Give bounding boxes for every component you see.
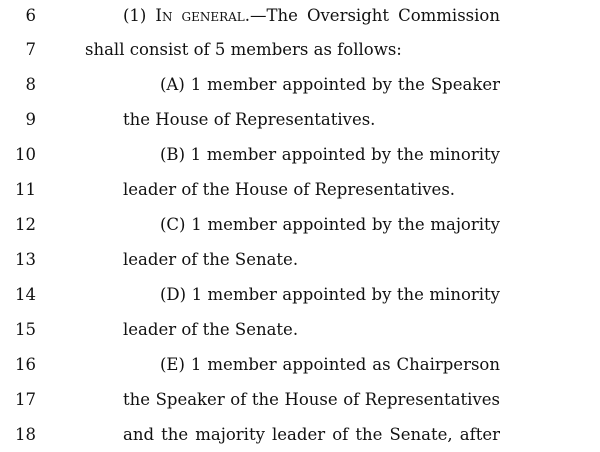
paragraph-heading: In general <box>155 6 245 25</box>
line-text: leader of the House of Representatives. <box>123 180 456 199</box>
line-number: 18 <box>15 425 36 444</box>
line-text: leader of the Senate. <box>123 320 299 339</box>
line-text: (D) 1 member appointed by the minority <box>160 285 500 304</box>
document-line <box>0 418 600 452</box>
line-text: shall consist of 5 members as follows: <box>85 40 402 59</box>
line-number: 13 <box>15 250 36 269</box>
line-text: leader of the Senate. <box>123 250 299 269</box>
line-text: (C) 1 member appointed by the majority <box>160 215 500 234</box>
document-line <box>0 103 600 137</box>
line-text <box>123 0 500 33</box>
line-text: (A) 1 member appointed by the Speaker <box>160 75 500 94</box>
document-line <box>0 0 600 33</box>
document-line <box>0 68 600 102</box>
document-line <box>0 383 600 417</box>
line-number: 14 <box>15 285 36 304</box>
line-text: (B) 1 member appointed by the minority <box>160 145 500 164</box>
document-line <box>0 138 600 172</box>
line-text: the House of Representatives. <box>123 110 376 129</box>
line-number: 11 <box>15 180 36 199</box>
paragraph-text: .—The Oversight Commission <box>244 6 500 25</box>
line-number: 17 <box>15 390 36 409</box>
line-number: 7 <box>25 40 36 59</box>
document-line <box>0 278 600 312</box>
line-text: the Speaker of the House of Representatives <box>123 390 500 409</box>
line-number: 10 <box>15 145 36 164</box>
document-line <box>0 348 600 382</box>
document-line <box>0 33 600 67</box>
paragraph-designation: (1) <box>123 6 156 25</box>
line-number: 9 <box>25 110 36 129</box>
document-line <box>0 243 600 277</box>
document-line <box>0 208 600 242</box>
line-text: and the majority leader of the Senate, after <box>123 425 500 444</box>
line-number: 15 <box>15 320 36 339</box>
document-line <box>0 173 600 207</box>
line-number: 8 <box>25 75 36 94</box>
line-number: 16 <box>15 355 36 374</box>
line-text: (E) 1 member appointed as Chairperson <box>160 355 500 374</box>
line-number: 12 <box>15 215 36 234</box>
line-number: 6 <box>25 6 36 25</box>
document-line <box>0 313 600 347</box>
